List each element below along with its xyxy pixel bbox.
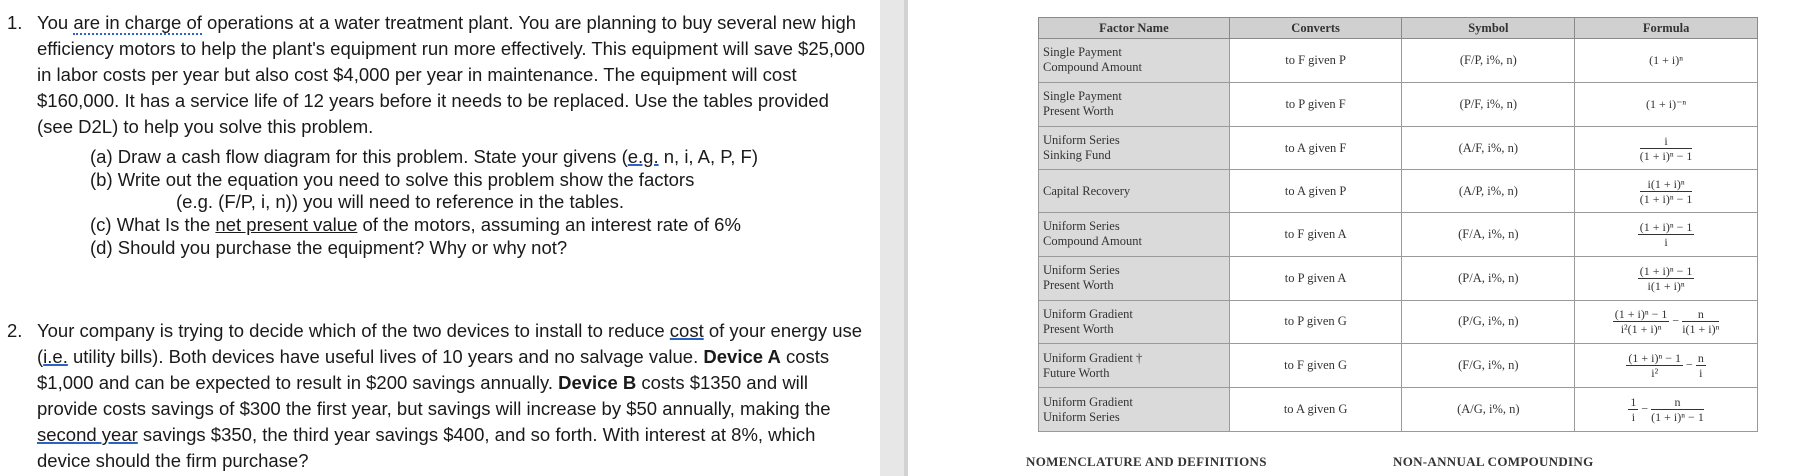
question-c-text: (c) What Is the bbox=[90, 214, 216, 235]
document-page bbox=[0, 0, 880, 476]
nomenclature-heading: NOMENCLATURE AND DEFINITIONS bbox=[1026, 454, 1267, 469]
table-row bbox=[1039, 344, 1758, 388]
header-formula: Formula bbox=[1575, 18, 1758, 39]
device-a-label: Device A bbox=[703, 346, 781, 367]
formula-denominator: i²(1 + i)ⁿ bbox=[1620, 322, 1662, 337]
factor-converts: to F given G bbox=[1229, 344, 1402, 388]
problem-2-text-part: costs $1350 and will provide costs savings of $300 the first year, but savings will increase by $50 annually, making the bbox=[37, 372, 831, 419]
factor-formula: (1 + i)⁻ⁿ bbox=[1575, 82, 1758, 126]
non-annual-compounding-heading: NON-ANNUAL COMPOUNDING bbox=[1393, 454, 1594, 469]
factor-name: Uniform Series Sinking Fund bbox=[1039, 126, 1230, 170]
formula-denominator: i(1 + i)ⁿ bbox=[1682, 322, 1720, 337]
formula-fraction bbox=[1626, 351, 1683, 380]
formula-denominator: (1 + i)ⁿ − 1 bbox=[1651, 410, 1704, 425]
formula-numerator: n bbox=[1697, 351, 1704, 366]
formula-numerator: (1 + i)ⁿ − 1 bbox=[1628, 351, 1682, 366]
formula-fraction bbox=[1640, 177, 1693, 206]
problem-2-text-part: utility bills). Both devices have useful lives of 10 years and no salvage value. bbox=[67, 346, 704, 367]
problem-2-text-part: Your company is trying to decide which of the two devices to install to reduce bbox=[37, 320, 670, 341]
formula-fraction bbox=[1651, 395, 1704, 424]
factor-formula bbox=[1575, 126, 1758, 170]
problem-1-text-part: You bbox=[37, 12, 74, 33]
factor-converts: to A given G bbox=[1229, 388, 1402, 432]
grammar-marked-phrase[interactable]: e.g. bbox=[627, 146, 659, 167]
factor-name: Uniform Gradient Uniform Series bbox=[1039, 388, 1230, 432]
formula-numerator: i(1 + i)ⁿ bbox=[1640, 177, 1693, 192]
header-factor-name: Factor Name bbox=[1039, 18, 1230, 39]
factor-name: Uniform Series Compound Amount bbox=[1039, 212, 1230, 256]
factor-formula bbox=[1575, 300, 1758, 344]
factor-name: Single Payment Present Worth bbox=[1039, 82, 1230, 126]
table-row bbox=[1039, 300, 1758, 344]
factor-formula: (1 + i)ⁿ bbox=[1575, 39, 1758, 83]
formula-fraction bbox=[1628, 395, 1638, 424]
factor-converts: to P given A bbox=[1229, 256, 1402, 300]
formula-fraction bbox=[1613, 307, 1670, 336]
formula-operator: − bbox=[1672, 313, 1680, 328]
formula-operator: − bbox=[1686, 357, 1693, 372]
formula-denominator: i bbox=[1631, 410, 1636, 425]
formula-numerator: (1 + i)ⁿ − 1 bbox=[1639, 219, 1693, 234]
table-row bbox=[1039, 39, 1758, 83]
formula-numerator: 1 bbox=[1630, 395, 1637, 410]
underlined-phrase: net present value bbox=[215, 214, 358, 235]
formula-numerator: n bbox=[1682, 307, 1719, 322]
interest-factor-table bbox=[1038, 17, 1758, 432]
problem-2-text bbox=[37, 318, 867, 474]
header-converts: Converts bbox=[1229, 18, 1402, 39]
grammar-marked-phrase[interactable]: cost bbox=[669, 320, 704, 341]
grammar-marked-phrase[interactable]: i.e. bbox=[43, 346, 68, 367]
grammar-marked-phrase[interactable]: second year bbox=[37, 424, 138, 445]
factor-symbol: (A/F, i%, n) bbox=[1402, 126, 1575, 170]
formula-denominator: i bbox=[1699, 366, 1703, 381]
formula-numerator: (1 + i)ⁿ − 1 bbox=[1639, 263, 1693, 278]
factor-symbol: (F/A, i%, n) bbox=[1402, 212, 1575, 256]
factor-symbol: (P/G, i%, n) bbox=[1402, 300, 1575, 344]
problem-1-number: 1. bbox=[7, 12, 23, 33]
formula-denominator: (1 + i)ⁿ − 1 bbox=[1639, 148, 1693, 163]
table-row bbox=[1039, 388, 1758, 432]
embedded-table-page bbox=[908, 0, 1817, 476]
formula-fraction bbox=[1696, 351, 1706, 380]
page-gutter bbox=[880, 0, 906, 476]
factor-symbol: (A/G, i%, n) bbox=[1402, 388, 1575, 432]
formula-numerator: n bbox=[1651, 395, 1704, 410]
table-row bbox=[1039, 256, 1758, 300]
factor-converts: to A given P bbox=[1229, 170, 1402, 212]
problem-1-text-part: operations at a water treatment plant. You are planning to buy several new high efficiency motors to help the plant's equipment run more effectively. This equipment will save $25,000 in labor costs per year but also cost $4,000 per year in maintenance. The equipment will cost $160,000. It has a service life of 12 years before it needs to be replaced. Use the tables provided (see D2L) to help you solve this problem. bbox=[37, 12, 865, 137]
question-b-continued: (e.g. (F/P, i, n)) you will need to reference in the tables. bbox=[176, 191, 624, 212]
table-row bbox=[1039, 170, 1758, 212]
factor-symbol: (F/P, i%, n) bbox=[1402, 39, 1575, 83]
factor-symbol: (P/F, i%, n) bbox=[1402, 82, 1575, 126]
question-c-text: of the motors, assuming an interest rate of 6% bbox=[357, 214, 741, 235]
formula-fraction bbox=[1640, 134, 1693, 163]
problem-2-text-part: of your energy use ( bbox=[37, 320, 863, 367]
table-header-row bbox=[1039, 18, 1758, 39]
formula-operator: − bbox=[1641, 401, 1649, 416]
factor-symbol: (A/P, i%, n) bbox=[1402, 170, 1575, 212]
formula-numerator: i bbox=[1640, 134, 1693, 149]
factor-converts: to F given A bbox=[1229, 212, 1402, 256]
grammar-marked-phrase[interactable]: are in charge of bbox=[73, 12, 202, 33]
factor-formula bbox=[1575, 170, 1758, 212]
formula-denominator: i bbox=[1664, 234, 1668, 249]
formula-denominator: i² bbox=[1651, 366, 1659, 381]
factor-symbol: (F/G, i%, n) bbox=[1402, 344, 1575, 388]
question-a-text: n, i, A, P, F) bbox=[658, 146, 759, 167]
question-a-text: (a) Draw a cash flow diagram for this problem. State your givens ( bbox=[90, 146, 628, 167]
table-row bbox=[1039, 126, 1758, 170]
formula-denominator: (1 + i)ⁿ − 1 bbox=[1639, 191, 1693, 206]
factor-converts: to P given G bbox=[1229, 300, 1402, 344]
formula-fraction bbox=[1638, 264, 1695, 293]
factor-converts: to F given P bbox=[1229, 39, 1402, 83]
table-row bbox=[1039, 82, 1758, 126]
factor-converts: to P given F bbox=[1229, 82, 1402, 126]
problem-2-text-part: costs $1,000 and can be expected to result in $200 savings annually. bbox=[37, 346, 830, 393]
device-b-label: Device B bbox=[558, 372, 637, 393]
formula-denominator: i(1 + i)ⁿ bbox=[1647, 278, 1685, 293]
formula-fraction bbox=[1638, 220, 1695, 249]
factor-name: Uniform Gradient Present Worth bbox=[1039, 300, 1230, 344]
factor-formula bbox=[1575, 212, 1758, 256]
table-row bbox=[1039, 212, 1758, 256]
header-symbol: Symbol bbox=[1402, 18, 1575, 39]
factor-name: Single Payment Compound Amount bbox=[1039, 39, 1230, 83]
formula-fraction bbox=[1682, 307, 1719, 336]
problem-2-text-part: savings $350, the third year savings $400, and so forth. With interest at 8%, which device should the firm purchase? bbox=[37, 424, 816, 471]
problem-1-text bbox=[37, 10, 867, 140]
factor-formula bbox=[1575, 388, 1758, 432]
factor-formula bbox=[1575, 344, 1758, 388]
factor-converts: to A given F bbox=[1229, 126, 1402, 170]
factor-symbol: (P/A, i%, n) bbox=[1402, 256, 1575, 300]
factor-name: Uniform Series Present Worth bbox=[1039, 256, 1230, 300]
formula-numerator: (1 + i)ⁿ − 1 bbox=[1614, 307, 1668, 322]
question-d: (d) Should you purchase the equipment? Why or why not? bbox=[90, 237, 568, 258]
problem-2-number: 2. bbox=[7, 320, 23, 341]
factor-name: Capital Recovery bbox=[1039, 170, 1230, 212]
factor-name: Uniform Gradient † Future Worth bbox=[1039, 344, 1230, 388]
question-b: (b) Write out the equation you need to solve this problem show the factors bbox=[90, 169, 695, 190]
factor-formula bbox=[1575, 256, 1758, 300]
